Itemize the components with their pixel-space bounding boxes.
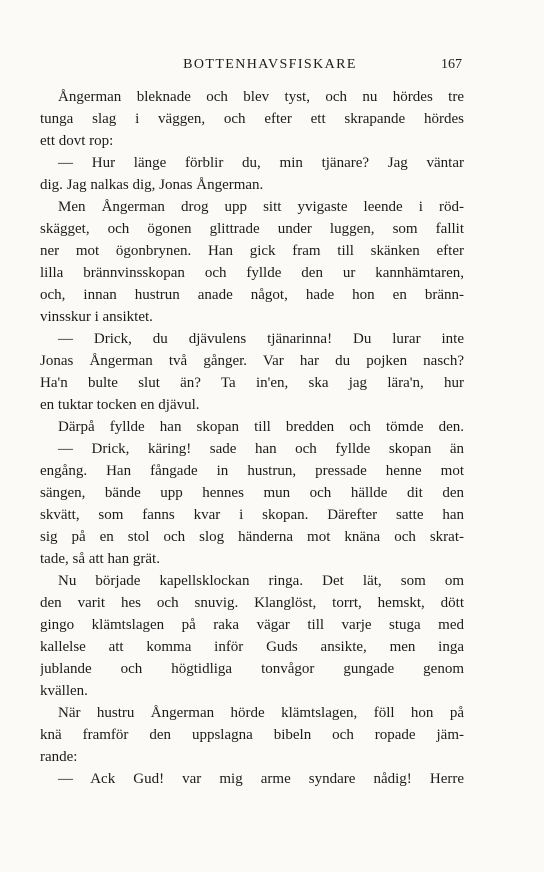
text-line: — Ack Gud! var mig arme syndare nådig! Herre bbox=[58, 771, 464, 787]
text-line: — Drick, du djävulens tjänarinna! Du lurar inte bbox=[58, 331, 464, 347]
running-title: BOTTENHAVSFISKARE bbox=[183, 57, 357, 72]
text-line: tunga slag i väggen, och efter ett skrapande hördes bbox=[40, 111, 464, 127]
text-line: lilla brännvinsskopan och fyllde den ur kannhämtaren, bbox=[40, 265, 464, 281]
body-text bbox=[40, 86, 464, 790]
text-line: Jonas Ångerman två gånger. Var har du pojken nasch? bbox=[40, 353, 464, 369]
text-line: När hustru Ångerman hörde klämtslagen, föll hon på bbox=[58, 705, 464, 721]
text-line: kallelse att komma inför Guds ansikte, men inga bbox=[40, 639, 464, 655]
text-line: den varit hes och snuvig. Klanglöst, torrt, hemskt, dött bbox=[40, 595, 464, 611]
text-line: skvätt, som fanns kvar i skopan. Därefter satte han bbox=[40, 507, 464, 523]
text-line: Men Ångerman drog upp sitt yvigaste leende i röd- bbox=[58, 199, 464, 215]
text-line: — Hur länge förblir du, min tjänare? Jag väntar bbox=[58, 155, 464, 171]
text-line: engång. Han fångade in hustrun, pressade henne mot bbox=[40, 463, 464, 479]
text-line: vinsskur i ansiktet. bbox=[40, 309, 153, 325]
text-line: jublande och högtidliga tonvågor gungade genom bbox=[40, 661, 464, 677]
text-line: ett dovt rop: bbox=[40, 133, 114, 149]
text-line: sig på en stol och slog händerna mot knäna och skrat- bbox=[40, 529, 464, 545]
text-line: och, innan hustrun anade något, hade hon en bränn- bbox=[40, 287, 464, 303]
page-header bbox=[78, 54, 462, 76]
text-line: Nu började kapellsklockan ringa. Det lät, som om bbox=[58, 573, 464, 589]
text-line: kvällen. bbox=[40, 683, 88, 699]
text-line: skägget, och ögonen glittrade under luggen, som fallit bbox=[40, 221, 464, 237]
text-line: Ångerman bleknade och blev tyst, och nu hördes tre bbox=[58, 89, 464, 105]
text-line: — Drick, käring! sade han och fyllde skopan än bbox=[58, 441, 464, 457]
text-line: gingo klämtslagen på raka vägar till varje stuga med bbox=[40, 617, 464, 633]
text-line: tade, så att han grät. bbox=[40, 551, 160, 567]
text-line: knä framför den uppslagna bibeln och ropade jäm- bbox=[40, 727, 464, 743]
text-line: sängen, bände upp hennes mun och hällde dit den bbox=[40, 485, 464, 501]
page-number: 167 bbox=[441, 57, 462, 72]
text-line: en tuktar tocken en djävul. bbox=[40, 397, 200, 413]
text-line: Därpå fyllde han skopan till bredden och tömde den. bbox=[58, 419, 464, 435]
text-line: ner mot ögonbrynen. Han gick fram till skänken efter bbox=[40, 243, 464, 259]
text-line: Ha'n bulte slut än? Ta in'en, ska jag lära'n, hur bbox=[40, 375, 464, 391]
text-line: dig. Jag nalkas dig, Jonas Ångerman. bbox=[40, 177, 264, 193]
text-line: rande: bbox=[40, 749, 78, 765]
